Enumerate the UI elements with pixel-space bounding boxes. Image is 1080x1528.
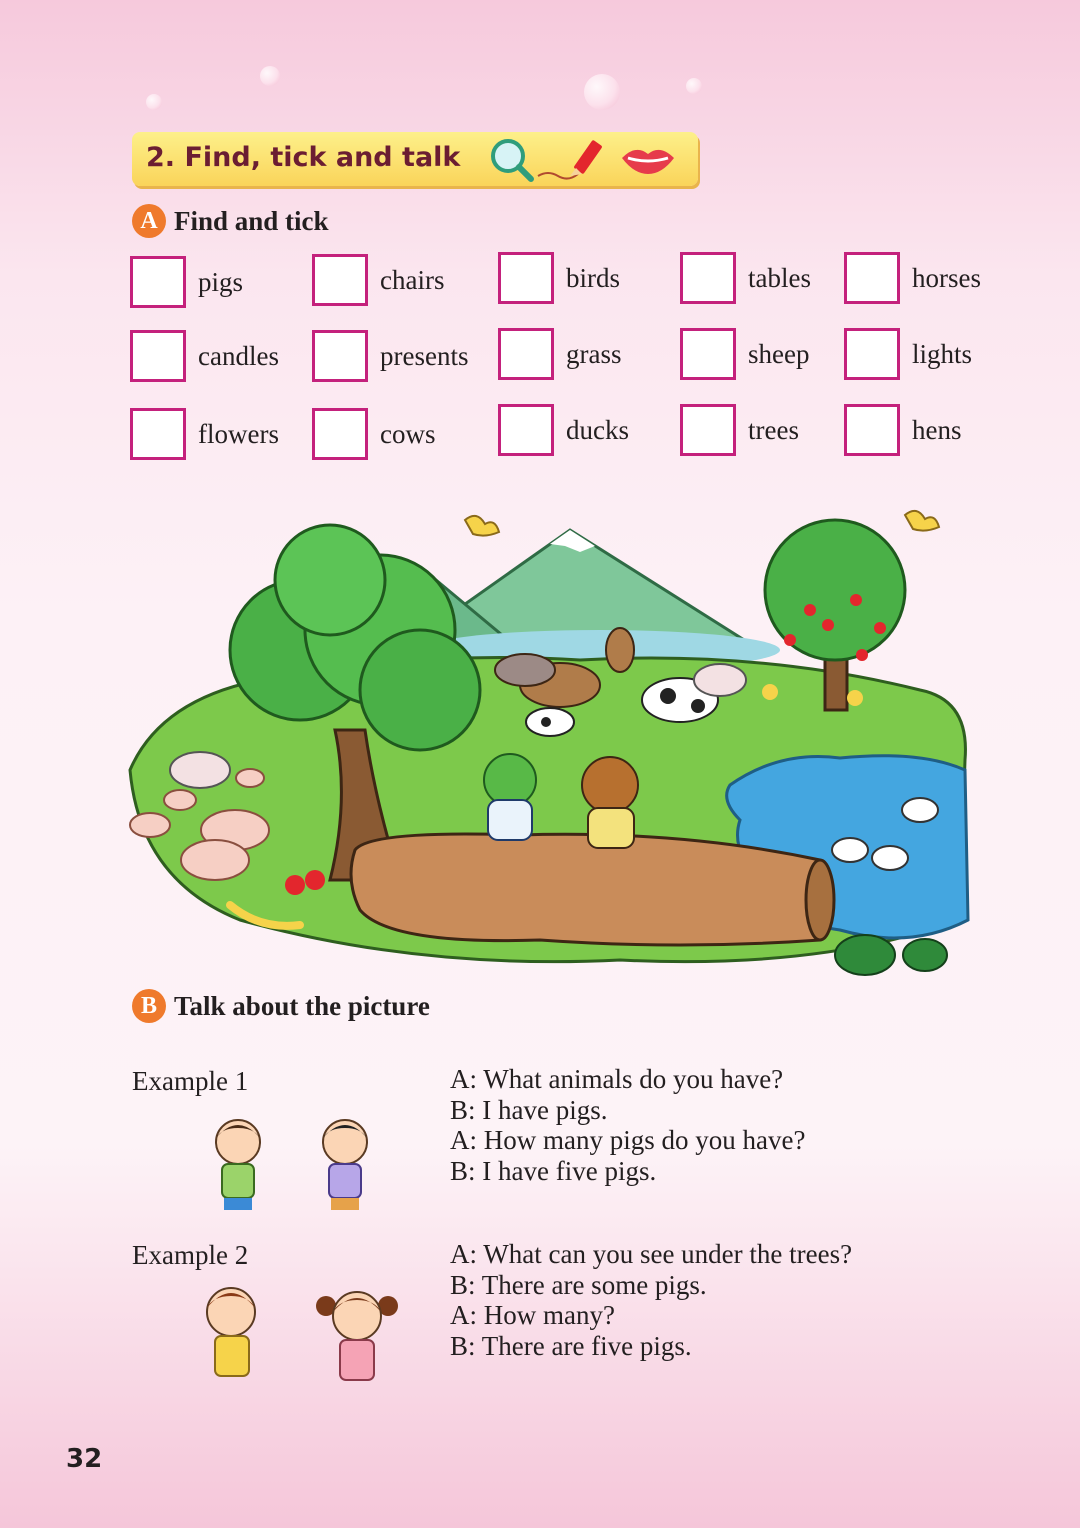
checklist-item — [312, 254, 444, 306]
word-checklist — [130, 250, 1020, 470]
farm-scene-illustration — [120, 500, 980, 1000]
word-label: cows — [380, 418, 436, 449]
dialogue-line: B: There are some pigs. — [450, 1269, 707, 1300]
boy-character — [200, 1112, 280, 1217]
checklist-item — [680, 328, 809, 380]
section-b-title: Talk about the picture — [174, 990, 430, 1021]
word-label: ducks — [566, 414, 629, 445]
section-a-header — [132, 204, 329, 238]
dialogue-line: B: I have five pigs. — [450, 1155, 657, 1186]
word-label: horses — [912, 262, 981, 293]
word-label: sheep — [748, 338, 810, 369]
title-icons — [486, 134, 686, 191]
dialogue-line: A: How many pigs do you have? — [450, 1125, 806, 1155]
example-1-dialogue — [450, 1064, 805, 1186]
decor-bubble — [260, 66, 280, 86]
tick-box[interactable] — [844, 404, 900, 456]
decor-bubble — [686, 78, 702, 94]
word-label: candles — [198, 340, 279, 371]
checklist-item — [844, 252, 981, 304]
tick-box[interactable] — [498, 252, 554, 304]
section-b-header — [132, 989, 430, 1023]
activity-title: 2. Find, tick and talk — [146, 142, 461, 173]
word-label: hens — [912, 414, 962, 445]
page-number: 32 — [66, 1444, 103, 1474]
checklist-item — [680, 404, 799, 456]
dialogue-line: A: How many? — [450, 1300, 615, 1330]
example-2-dialogue — [450, 1239, 852, 1361]
tick-box[interactable] — [312, 330, 368, 382]
checklist-item — [312, 408, 436, 460]
tick-box[interactable] — [680, 404, 736, 456]
boy-character — [305, 1112, 385, 1217]
dialogue-line: B: There are five pigs. — [450, 1330, 692, 1361]
tick-box[interactable] — [130, 408, 186, 460]
tick-box[interactable] — [498, 328, 554, 380]
dialogue-line: A: What can you see under the trees? — [450, 1239, 853, 1269]
section-a-title: Find and tick — [174, 205, 329, 236]
decor-bubble — [146, 94, 162, 110]
tick-box[interactable] — [844, 252, 900, 304]
word-label: presents — [380, 340, 469, 371]
dialogue-line: B: I have pigs. — [450, 1094, 608, 1125]
checklist-item — [130, 330, 279, 382]
magnifier-icon — [493, 141, 531, 179]
checklist-item — [498, 404, 629, 456]
checklist-item — [844, 328, 972, 380]
example-2-label: Example 2 — [132, 1240, 249, 1270]
word-label: trees — [748, 414, 799, 445]
lips-icon — [622, 150, 674, 174]
tick-box[interactable] — [680, 252, 736, 304]
checklist-item — [130, 256, 243, 308]
section-a-badge: A — [132, 204, 166, 238]
boy-character — [195, 1280, 275, 1389]
word-label: grass — [566, 338, 622, 369]
tick-box[interactable] — [498, 404, 554, 456]
word-label: tables — [748, 262, 811, 293]
pencil-icon — [538, 140, 603, 179]
tick-box[interactable] — [130, 330, 186, 382]
tick-box[interactable] — [312, 254, 368, 306]
word-label: birds — [566, 262, 620, 293]
checklist-item — [498, 328, 622, 380]
girl-character — [312, 1284, 402, 1389]
word-label: flowers — [198, 418, 279, 449]
tick-box[interactable] — [680, 328, 736, 380]
checklist-item — [130, 408, 279, 460]
section-b-badge: B — [132, 989, 166, 1023]
checklist-item — [498, 252, 620, 304]
tick-box[interactable] — [312, 408, 368, 460]
activity-title-banner — [132, 132, 698, 186]
word-label: lights — [912, 338, 973, 369]
example-1-label: Example 1 — [132, 1066, 249, 1096]
checklist-item — [844, 404, 962, 456]
tick-box[interactable] — [844, 328, 900, 380]
dialogue-line: A: What animals do you have? — [450, 1064, 784, 1094]
word-label: chairs — [380, 264, 445, 295]
checklist-item — [680, 252, 811, 304]
word-label: pigs — [198, 266, 244, 297]
decor-bubble — [584, 74, 620, 110]
log — [351, 834, 834, 945]
checklist-item — [312, 330, 468, 382]
tick-box[interactable] — [130, 256, 186, 308]
